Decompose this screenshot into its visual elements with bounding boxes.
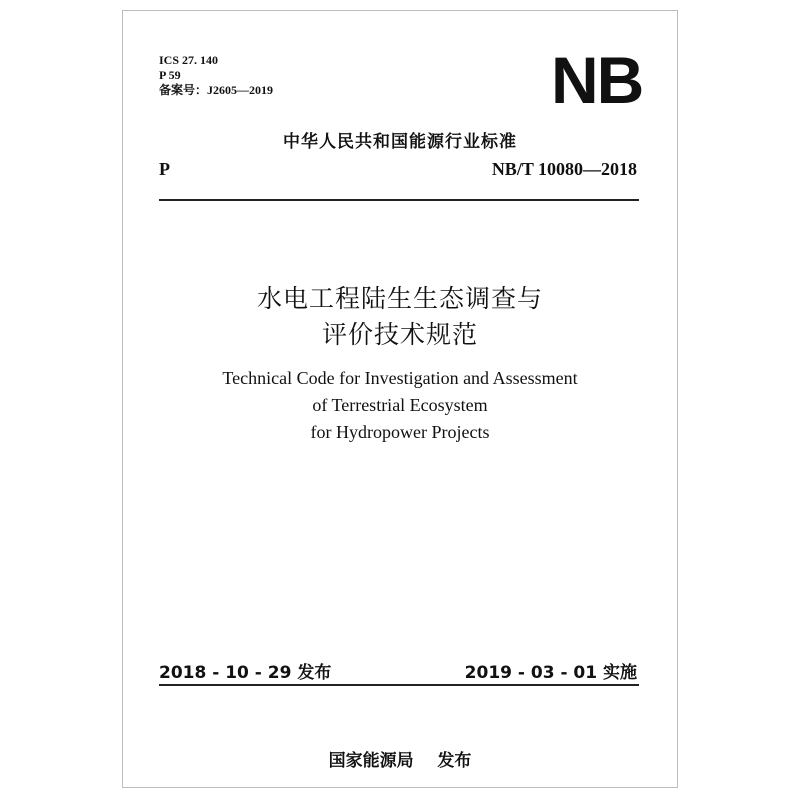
chinese-title — [123, 281, 677, 353]
english-title — [123, 365, 677, 446]
standard-number: NB/T 10080—2018 — [491, 159, 637, 179]
top-divider — [159, 199, 639, 201]
english-title-line: of Terrestrial Ecosystem — [312, 395, 488, 415]
issue-date: 2018 - 10 - 29 发布 — [159, 663, 332, 683]
classification-codes — [159, 53, 273, 98]
p-code: P 59 — [159, 68, 181, 82]
bottom-divider — [159, 684, 639, 686]
classification-letter: P — [159, 159, 170, 179]
implementation-date: 2019 - 03 - 01 实施 — [464, 663, 637, 683]
industry-standard-heading: 中华人民共和国能源行业标准 — [283, 132, 517, 152]
standard-cover — [122, 10, 678, 788]
english-title-line: for Hydropower Projects — [310, 422, 490, 442]
filing-number: 备案号：J2605—2019 — [159, 83, 274, 97]
ics-code: ICS 27. 140 — [159, 53, 219, 67]
chinese-title-line: 水电工程陆生生态调查与 — [256, 284, 543, 313]
chinese-title-line: 评价技术规范 — [321, 320, 478, 349]
english-title-line: Technical Code for Investigation and Assessment — [222, 368, 578, 388]
nb-logo: NB — [551, 43, 643, 117]
publisher: 国家能源局 发布 — [328, 751, 472, 771]
